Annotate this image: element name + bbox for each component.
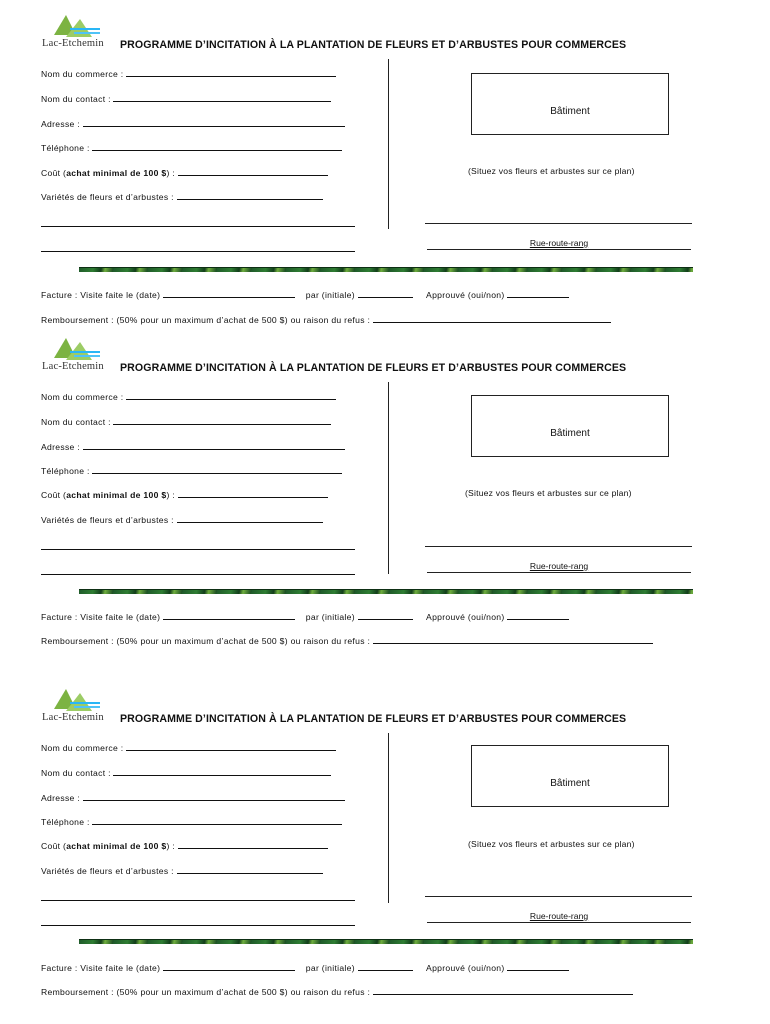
cost-suffix: ) : [166, 168, 175, 178]
logo [42, 687, 112, 727]
decorative-band [79, 267, 693, 272]
varieties-line-1[interactable] [41, 540, 355, 552]
varieties-line-2[interactable] [41, 242, 355, 254]
address-label: Adresse : [41, 793, 81, 803]
refund-row[interactable] [41, 634, 653, 646]
invoice-row[interactable] [41, 610, 569, 622]
phone-field[interactable] [41, 815, 342, 827]
contact-name-field[interactable] [41, 92, 331, 104]
logo [42, 13, 112, 53]
commerce-name-label: Nom du commerce : [41, 743, 124, 753]
invoice-row[interactable] [41, 961, 569, 973]
cost-minimum: achat minimal de 100 $ [66, 841, 167, 851]
street-label: Rue-route-rang [529, 561, 589, 571]
cost-suffix: ) : [166, 841, 175, 851]
plan-line [425, 546, 692, 547]
approved-label: Approuvé (oui/non) [426, 290, 505, 300]
varieties-line-2[interactable] [41, 916, 355, 928]
varieties-line-2[interactable] [41, 565, 355, 577]
phone-label: Téléphone : [41, 466, 90, 476]
commerce-name-label: Nom du commerce : [41, 69, 124, 79]
logo-text: Lac-Etchemin [42, 712, 104, 723]
building-box [471, 73, 669, 135]
plan-line [425, 223, 692, 224]
initials-label: par (initiale) [305, 290, 355, 300]
phone-label: Téléphone : [41, 143, 90, 153]
leaf-logo-icon [50, 687, 102, 715]
cost-label: Coût ( [41, 168, 67, 178]
varieties-line-1[interactable] [41, 891, 355, 903]
address-field[interactable] [41, 440, 345, 452]
varieties-label: Variétés de fleurs et d’arbustes : [41, 192, 174, 202]
leaf-logo-icon [50, 13, 102, 41]
divider-line [388, 59, 389, 229]
initials-label: par (initiale) [305, 612, 355, 622]
initials-label: par (initiale) [305, 963, 355, 973]
divider-line [388, 733, 389, 903]
cost-field[interactable] [41, 839, 328, 851]
commerce-name-label: Nom du commerce : [41, 392, 124, 402]
contact-name-field[interactable] [41, 415, 331, 427]
invoice-row[interactable] [41, 288, 569, 300]
varieties-field[interactable] [41, 190, 323, 202]
plan-line [425, 896, 692, 897]
address-field[interactable] [41, 791, 345, 803]
refund-row[interactable] [41, 985, 633, 997]
plan-note: (Situez vos fleurs et arbustes sur ce plan) [468, 166, 635, 176]
logo-text: Lac-Etchemin [42, 38, 104, 49]
leaf-logo-icon [50, 336, 102, 364]
street-label: Rue-route-rang [529, 911, 589, 921]
address-label: Adresse : [41, 119, 81, 129]
refund-label: Remboursement : (50% pour un maximum d’achat de 500 $) ou raison du refus : [41, 987, 371, 997]
contact-name-label: Nom du contact : [41, 94, 111, 104]
refund-row[interactable] [41, 313, 611, 325]
phone-label: Téléphone : [41, 817, 90, 827]
cost-minimum: achat minimal de 100 $ [66, 490, 167, 500]
form-title: PROGRAMME D’INCITATION À LA PLANTATION DE FLEURS ET D’ARBUSTES POUR COMMERCES [120, 713, 627, 725]
street-line [427, 239, 691, 250]
varieties-line-1[interactable] [41, 217, 355, 229]
building-box [471, 745, 669, 807]
varieties-label: Variétés de fleurs et d’arbustes : [41, 515, 174, 525]
contact-name-field[interactable] [41, 766, 331, 778]
building-label: Bâtiment [550, 106, 590, 117]
contact-name-label: Nom du contact : [41, 417, 111, 427]
street-line [427, 912, 691, 923]
cost-field[interactable] [41, 488, 328, 500]
commerce-name-field[interactable] [41, 67, 336, 79]
form-title: PROGRAMME D’INCITATION À LA PLANTATION DE FLEURS ET D’ARBUSTES POUR COMMERCES [120, 362, 627, 374]
varieties-field[interactable] [41, 864, 323, 876]
form-title: PROGRAMME D’INCITATION À LA PLANTATION DE FLEURS ET D’ARBUSTES POUR COMMERCES [120, 39, 627, 51]
decorative-band [79, 589, 693, 594]
visit-date-label: Facture : Visite faite le (date) [41, 963, 161, 973]
address-field[interactable] [41, 117, 345, 129]
visit-date-label: Facture : Visite faite le (date) [41, 612, 161, 622]
plan-note: (Situez vos fleurs et arbustes sur ce plan) [468, 839, 635, 849]
refund-label: Remboursement : (50% pour un maximum d’achat de 500 $) ou raison du refus : [41, 315, 371, 325]
approved-label: Approuvé (oui/non) [426, 612, 505, 622]
commerce-name-field[interactable] [41, 390, 336, 402]
logo [42, 336, 112, 376]
street-line [427, 562, 691, 573]
cost-label: Coût ( [41, 490, 67, 500]
building-label: Bâtiment [550, 428, 590, 439]
decorative-band [79, 939, 693, 944]
divider-line [388, 382, 389, 574]
building-label: Bâtiment [550, 778, 590, 789]
cost-label: Coût ( [41, 841, 67, 851]
contact-name-label: Nom du contact : [41, 768, 111, 778]
cost-suffix: ) : [166, 490, 175, 500]
cost-minimum: achat minimal de 100 $ [66, 168, 167, 178]
cost-field[interactable] [41, 166, 328, 178]
phone-field[interactable] [41, 141, 342, 153]
plan-note: (Situez vos fleurs et arbustes sur ce plan) [465, 488, 632, 498]
commerce-name-field[interactable] [41, 741, 336, 753]
logo-text: Lac-Etchemin [42, 361, 104, 372]
street-label: Rue-route-rang [529, 238, 589, 248]
visit-date-label: Facture : Visite faite le (date) [41, 290, 161, 300]
approved-label: Approuvé (oui/non) [426, 963, 505, 973]
varieties-field[interactable] [41, 513, 323, 525]
refund-label: Remboursement : (50% pour un maximum d’achat de 500 $) ou raison du refus : [41, 636, 371, 646]
phone-field[interactable] [41, 464, 342, 476]
address-label: Adresse : [41, 442, 81, 452]
varieties-label: Variétés de fleurs et d’arbustes : [41, 866, 174, 876]
building-box [471, 395, 669, 457]
